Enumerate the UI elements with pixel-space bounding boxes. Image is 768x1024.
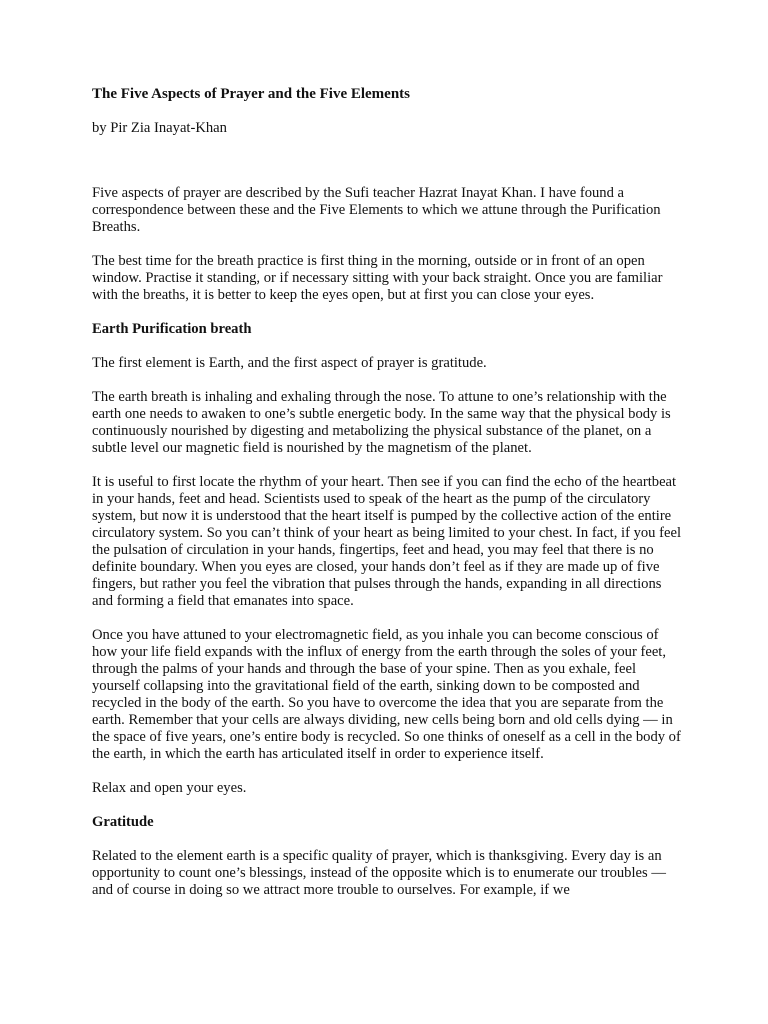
paragraph-relax: Relax and open your eyes. xyxy=(92,780,247,796)
section-heading-gratitude: Gratitude xyxy=(92,814,154,830)
paragraph-intro: Five aspects of prayer are described by the Sufi teacher Hazrat Inayat Khan. I have found a correspondence between these and the Five Elements to which we attune through the Purification Breaths. xyxy=(92,185,661,235)
document-title: The Five Aspects of Prayer and the Five Elements xyxy=(92,86,411,102)
paragraph-earth-breath: The earth breath is inhaling and exhaling through the nose. To attune to one’s relationship with the earth one needs to awaken to one’s subtle energetic body. In the same way that the physical body is continuously nourished by digesting and metabolizing the physical substance of the planet, on a subtle level our magnetic field is nourished by the magnetism of the planet. xyxy=(92,389,671,456)
paragraph-electromagnetic-field: Once you have attuned to your electromagnetic field, as you inhale you can become conscious of how your life field expands with the influx of energy from the earth through the soles of your feet, through the palms of your hands and through the base of your spine. Then as you exhale, feel yourself collapsing into the gravitational field of the earth, sinking down to be composted and recycled in the body of the earth. So you have to overcome the idea that you are separate from the earth. Remember that your cells are always dividing, new cells being born and old cells dying — in the space of five years, one’s entire body is recycled. So one thinks of oneself as a cell in the body of the earth, in which the earth has articulated itself in order to experience itself. xyxy=(92,627,681,762)
paragraph-gratitude: Related to the element earth is a specific quality of prayer, which is thanksgiving. Every day is an opportunity to count one’s blessings, instead of the opposite which is to enumerate our troubles — and of course in doing so we attract more trouble to ourselves. For example, if we xyxy=(92,848,666,898)
paragraph-heart-rhythm: It is useful to first locate the rhythm of your heart. Then see if you can find the echo of the heartbeat in your hands, feet and head. Scientists used to speak of the heart as the pump of the circulatory system, but now it is understood that the heart itself is pumped by the collective action of the entire circulatory system. So you can’t think of your heart as being limited to your chest. In fact, if you feel the pulsation of circulation in your hands, fingertips, feet and head, you may feel that there is no definite boundary. When you eyes are closed, your hands don’t feel as if they are made up of five fingers, but rather you feel the vibration that pulses through the hands, expanding in all directions and forming a field that emanates into space. xyxy=(92,474,682,609)
section-heading-earth-breath: Earth Purification breath xyxy=(92,321,252,337)
paragraph-practice-time: The best time for the breath practice is first thing in the morning, outside or in front of an open window. Practise it standing, or if necessary sitting with your back straight. Once you are familiar with the breaths, it is better to keep the eyes open, but at first you can close your eyes. xyxy=(92,253,663,303)
author-byline: by Pir Zia Inayat-Khan xyxy=(92,120,227,136)
document-body xyxy=(92,86,682,916)
paragraph-first-element: The first element is Earth, and the first aspect of prayer is gratitude. xyxy=(92,355,487,371)
